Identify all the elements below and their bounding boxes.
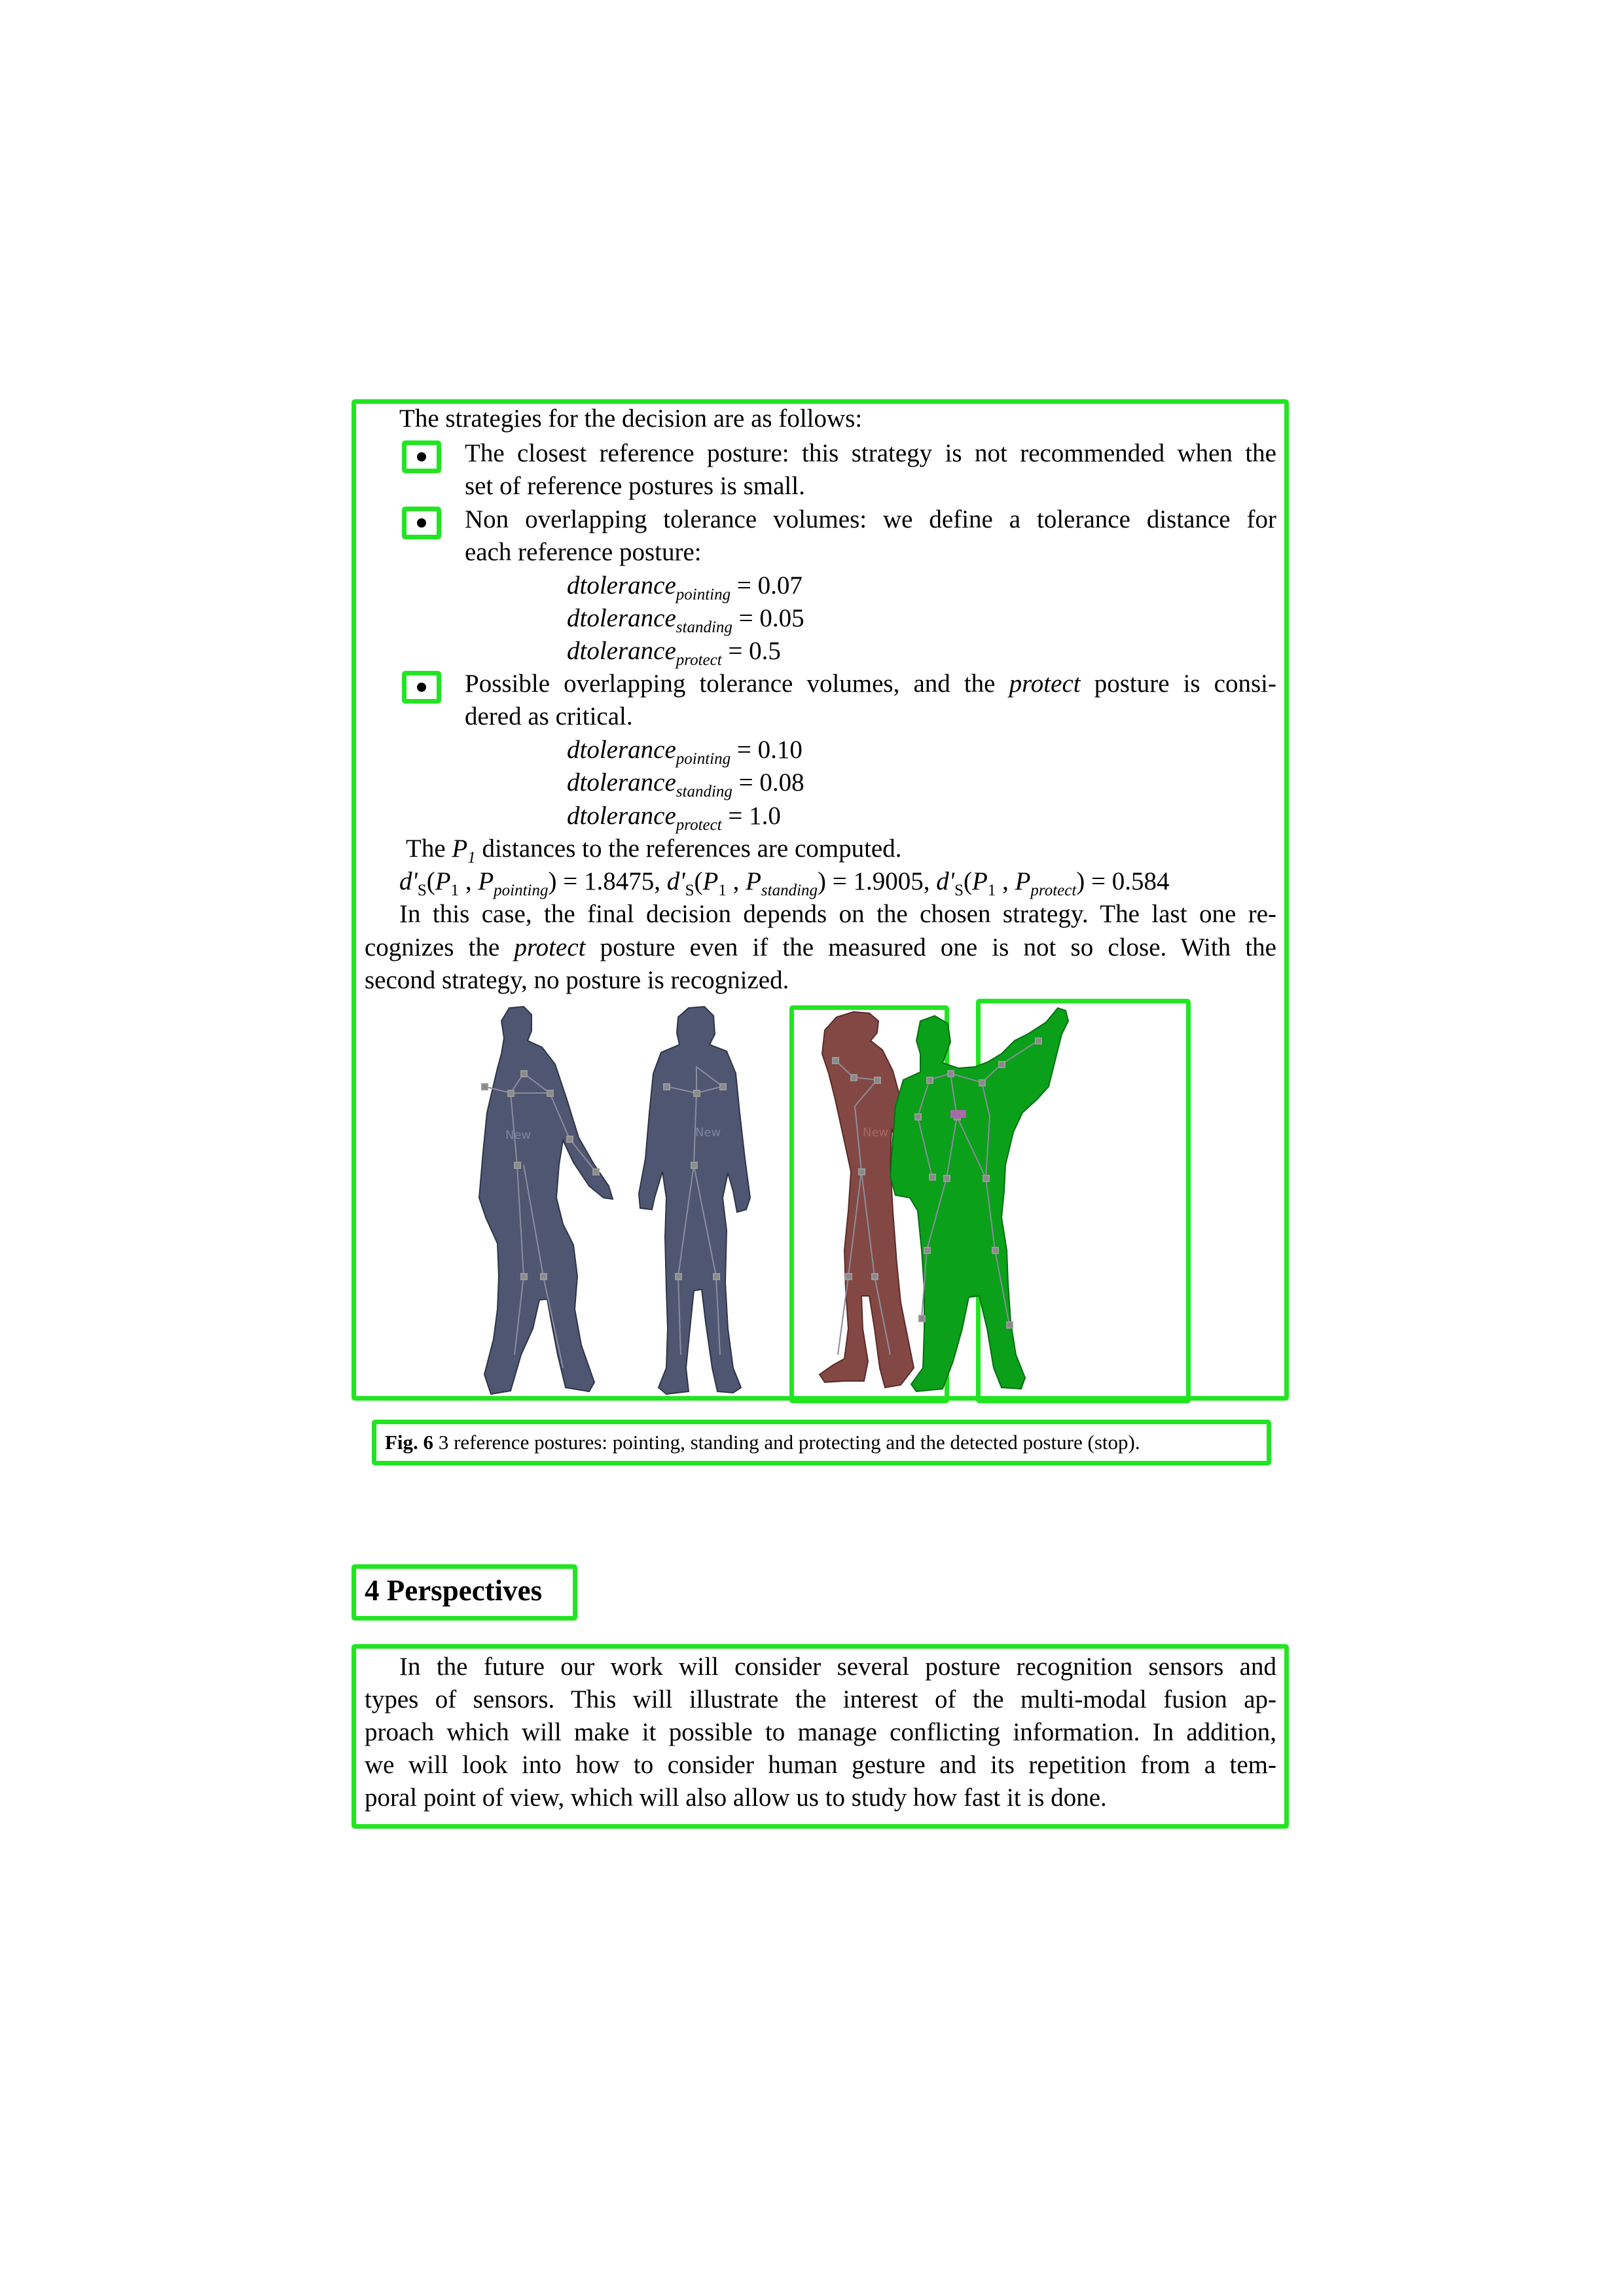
- strategy-2-line-1: Non overlapping tolerance volumes: we define a tolerance distance for: [465, 505, 1276, 533]
- strategy-3-line-2: dered as critical.: [465, 702, 633, 730]
- distance-standing: $d'_S(P_1$ , $P_{standing}) = 1.9005$,: [666, 867, 937, 899]
- distances-values: [399, 865, 1170, 898]
- perspectives-line-3: proach which will make it possible to manage conflicting information. In addition,: [365, 1718, 1276, 1746]
- tolerance-protect: dtolerance$_{protect}$ = 0.5: [567, 637, 781, 669]
- bullet-dot: [417, 518, 426, 528]
- distance-protect: $d'_S(P_1$ , $P_{protect}) = 0.584$: [936, 867, 1170, 899]
- strategy-2-line-2: each reference posture:: [465, 538, 702, 566]
- caption-label: Fig. 6: [385, 1431, 434, 1454]
- perspectives-line-4: we will look into how to consider human gesture and its repetition from a tem-: [365, 1751, 1276, 1779]
- strategy-1-line-2: set of reference postures is small.: [465, 472, 805, 500]
- bullet-box-2: [402, 507, 441, 539]
- strategies-intro: The strategies for the decision are as follows:: [399, 404, 863, 433]
- tolerance-protect-2: dtolerance$_{protect}$ = 1.0: [567, 802, 781, 834]
- tolerance-pointing: dtolerance$_{pointing}$ = 0.07: [567, 571, 803, 603]
- overlay-label: New: [505, 1128, 532, 1142]
- bullet-dot: [417, 683, 426, 692]
- tolerance-standing: dtolerance$_{standing}$ = 0.05: [567, 604, 804, 636]
- posture-protect: [820, 1012, 914, 1388]
- bullet-box-3: [402, 671, 441, 704]
- conclusion-line-1: In this case, the final decision depends on the chosen strategy. The last one re-: [399, 900, 1276, 928]
- posture-pointing: [479, 1007, 613, 1394]
- posture-detected: [890, 1008, 1068, 1391]
- overlay-label: New: [695, 1126, 721, 1139]
- strategy-3-line-1: Possible overlapping tolerance volumes, and the protect posture is consi-: [465, 670, 1276, 698]
- distances-intro: The $P_1$ distances to the references are computed.: [406, 834, 902, 867]
- bullet-box-1: [402, 440, 441, 473]
- figure-caption: [385, 1429, 1140, 1456]
- strategy-1-line-1: The closest reference posture: this strategy is not recommended when the: [465, 439, 1276, 467]
- perspectives-line-1: In the future our work will consider several posture recognition sensors and: [399, 1653, 1276, 1681]
- tolerance-standing-2: dtolerance$_{standing}$ = 0.08: [567, 768, 804, 800]
- tolerance-pointing-2: dtolerance$_{pointing}$ = 0.10: [567, 736, 803, 768]
- perspectives-line-5: poral point of view, which will also allow us to study how fast it is done.: [365, 1784, 1107, 1812]
- bullet-dot: [417, 452, 426, 461]
- overlay-label: New: [863, 1126, 889, 1139]
- conclusion-line-3: second strategy, no posture is recognized.: [365, 966, 789, 994]
- posture-standing: [639, 1007, 750, 1394]
- caption-text: 3 reference postures: pointing, standing and protecting and the detected posture (stop).: [433, 1431, 1140, 1454]
- perspectives-line-2: types of sensors. This will illustrate the interest of the multi-modal fusion ap-: [365, 1685, 1276, 1713]
- posture-figure: [458, 1001, 1309, 1407]
- conclusion-line-2: cognizes the protect posture even if the measured one is not so close. With the: [365, 933, 1276, 961]
- distance-pointing: $d'_S(P_1$ , $P_{pointing}) = 1.8475$,: [399, 867, 667, 899]
- section-title: 4 Perspectives: [365, 1574, 543, 1607]
